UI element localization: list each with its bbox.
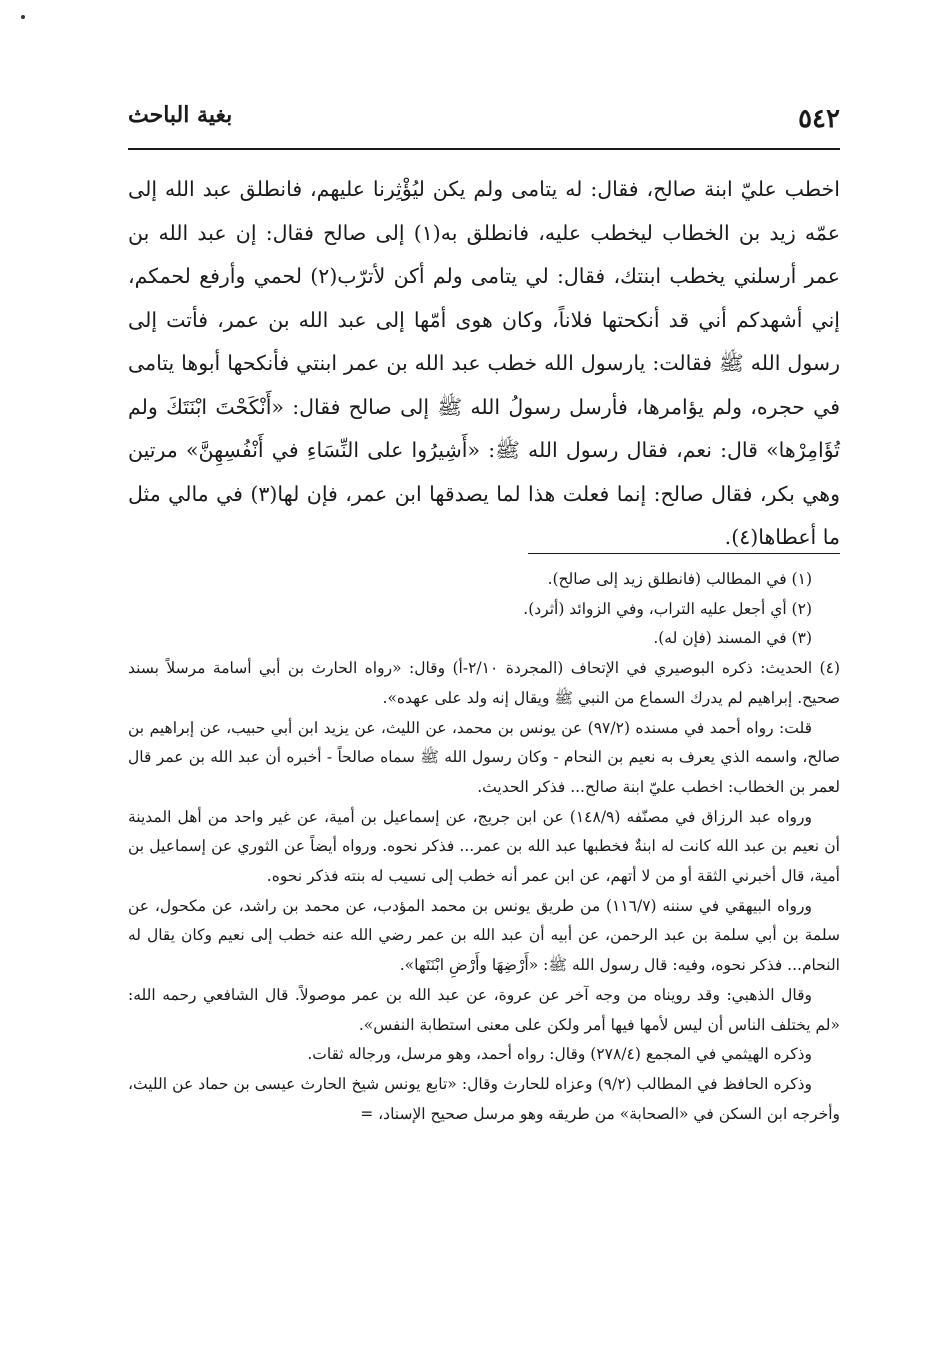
header-rule (128, 148, 840, 150)
scan-speck (21, 15, 25, 19)
footnote-4-bayhaqi: ورواه البيهقي في سننه (١١٦/٧) من طريق يونس بن محمد المؤدب، عن محمد بن راشد، عن مكحول، عن سلمة بن أبي سلمة بن عبد الرحمن، عن أبيه أن عبد الله بن عمر رضي الله عنه خطب إلى نعيم وكان يقال له النحام... فذكر نحوه، وفيه: قال رسول الله ﷺ: «أَرْضِهَا وأَرْضِ ابْنَتَها». (128, 896, 840, 975)
book-title: بغية الباحث (128, 102, 233, 128)
footnote-separator (528, 553, 840, 554)
footnote-4: (٤) الحديث: ذكره البوصيري في الإتحاف (المجردة ٢/١٠-أ) وقال: «رواه الحارث بن أبي أسامة مرسلاً بسند صحيح. إبراهيم لم يدرك السماع من النبي ﷺ ويقال إنه ولد على عهده». (128, 659, 840, 707)
footnotes (128, 565, 840, 1129)
main-hadith-text (128, 168, 840, 560)
footnote-4-hafiz-matalib: وذكره الحافظ في المطالب (٩/٢) وعزاه للحارث وقال: «تابع يونس شيخ الحارث عيسى بن حماد عن الليث، وأخرجه ابن السكن في «الصحابة» من طريقه وهو مرسل صحيح الإسناد، = (128, 1074, 840, 1123)
footnote-4-dhahabi: وقال الذهبي: وقد رويناه من وجه آخر عن عروة، عن عبد الله بن عمر موصولاً. قال الشافعي رحمه الله: «لم يختلف الناس أن ليس لأمها فيها أمر ولكن على معنى استطابة النفس». (128, 985, 840, 1034)
footnote-1: (١) في المطالب (فانطلق زيد إلى صالح). (547, 570, 812, 588)
footnote-3: (٣) في المسند (فإن له). (653, 629, 812, 648)
running-header (128, 96, 840, 136)
hadith-paragraph: اخطب عليّ ابنة صالح، فقال: له يتامى ولم يكن ليُؤْثِرنا عليهم، فانطلق عبد الله إلى عمّه زيد بن الخطاب ليخطب عليه، فانطلق به(١) إلى صالح فقال: إن عبد الله بن عمر أرسلني يخطب ابنتك، فقال: لي يتامى ولم أكن لأترّب(٢) لحمي وأرفع لحمكم، إني أشهدكم أني قد أنكحتها فلاناً، وكان هوى أمّها إلى عبد الله بن عمر، فأتت إلى رسول الله ﷺ فقالت: يارسول الله خطب عبد الله بن عمر ابنتي فأنكحها أبوها يتامى في حجره، ولم يؤامرها، فأرسل رسولُ الله ﷺ إلى صالح فقال: «أَنْكَحْتَ ابْنَتَكَ ولم تُؤَامِرْها» قال: نعم، فقال رسول الله ﷺ: «أَشِيرُوا على النِّسَاءِ في أَنْفُسِهِنَّ» مرتين وهي بكر، فقال صالح: إنما فعلت هذا لما يصدقها ابن عمر، فإن لها(٣) في مالي مثل ما أعطاها(٤). (128, 177, 840, 549)
page-number: ٥٤٢ (798, 104, 840, 134)
footnote-4-abd-al-razzaq: ورواه عبد الرزاق في مصنّفه (١٤٨/٩) عن ابن جريج، عن إسماعيل بن أمية، عن غير واحد من أهل المدينة أن نعيم بن عبد الله كانت له ابنةٌ فخطبها عبد الله بن عمر... فذكر نحوه. ورواه أيضاً عن الثوري عن إسماعيل بن أمية، قال أخبرني الثقة أو من لا أتهم، عن ابن عمر أنه خطب إلى نسيب له بنته فذكر نحوه. (128, 807, 840, 886)
footnote-2: (٢) أي أجعل عليه التراب، وفي الزوائد (أثرد). (523, 599, 812, 618)
footnote-4-haythami: وذكره الهيثمي في المجمع (٢٧٨/٤) وقال: رواه أحمد، وهو مرسل، ورجاله ثقات. (307, 1045, 812, 1064)
footnote-4-musnad-ahmad: قلت: رواه أحمد في مسنده (٩٧/٢) عن يونس بن محمد، عن الليث، عن يزيد ابن أبي حبيب، عن إبراهيم بن صالح، واسمه الذي يعرف به نعيم بن النحام - وكان رسول الله ﷺ سماه صالحاً - أخبره أن عبد الله بن عمر قال لعمر بن الخطاب: اخطب عليّ ابنة صالح... فذكر الحديث. (128, 718, 840, 796)
